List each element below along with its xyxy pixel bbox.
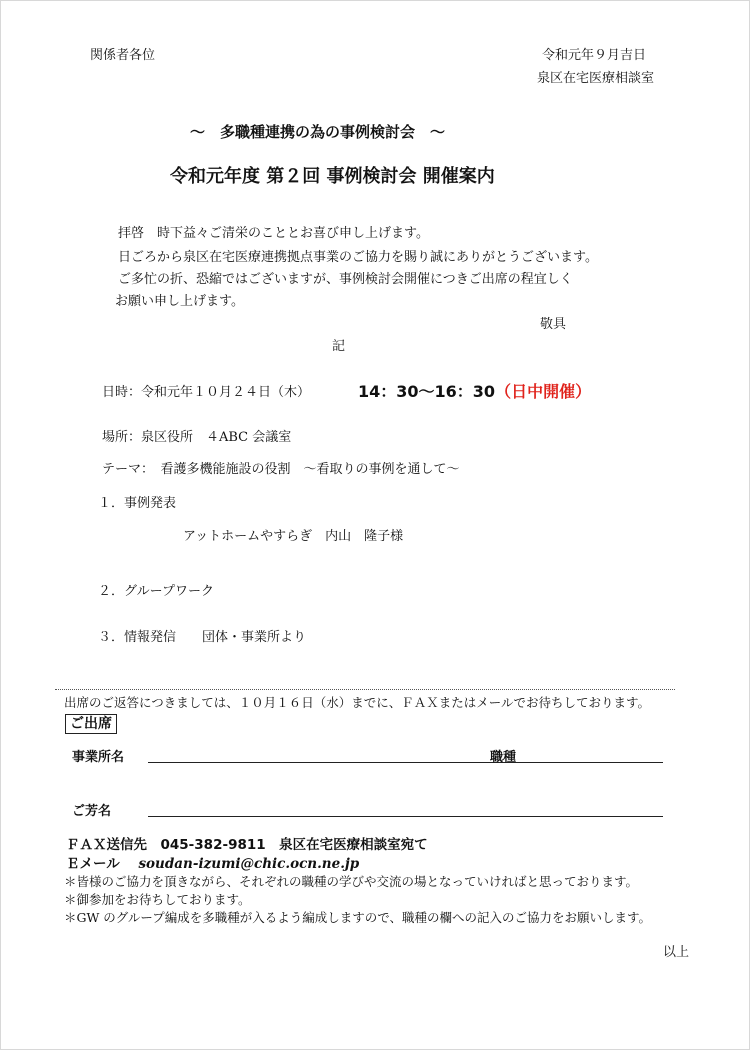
reply-notice: 出席のご返答につきましては、１０月１６日（水）までに、ＦＡＸまたはメールでお待ちしております。 (64, 695, 651, 710)
email-address[interactable]: soudan-izumi@chic.ocn.ne.jp (138, 856, 360, 872)
place: 場所：泉区役所 ４ABC 会議室 (102, 430, 292, 445)
agenda-item-3: ３．情報発信 団体・事業所より (98, 630, 307, 645)
position-label: 職種 (490, 750, 517, 765)
email-line (66, 852, 359, 872)
page-title: 令和元年度 第２回 事例検討会 開催案内 (170, 166, 495, 187)
agenda-item-2: ２．グループワーク (98, 584, 214, 599)
agenda-item-1: １．事例発表 (98, 496, 177, 511)
issue-date: 令和元年９月吉日 (542, 48, 647, 63)
greeting-line-2: 日ごろから泉区在宅医療連携拠点事業のご協力を賜り誠にありがとうございます。 (118, 250, 598, 265)
name-input-line[interactable] (148, 816, 663, 817)
greeting-line-4: お願い申し上げます。 (115, 294, 244, 309)
office-input-line[interactable] (148, 762, 663, 763)
greeting-line-3: ご多忙の折、恐縮ではございますが、事例検討会開催につきご出席の程宜しく (118, 272, 573, 287)
fax-line: ＦＡＸ送信先 045-382-9811 泉区在宅医療相談室宛て (66, 837, 428, 853)
event-time (358, 379, 591, 402)
end-mark: 以上 (663, 945, 690, 960)
time-range: 14：30～16：30 (358, 382, 496, 401)
theme: テーマ： 看護多機能施設の役割 ～看取りの事例を通して～ (102, 462, 460, 477)
sender: 泉区在宅医療相談室 (537, 71, 655, 86)
presenter: アットホームやすらぎ 内山 隆子様 (183, 529, 404, 544)
time-note: （日中開催） (495, 382, 592, 401)
greeting-line-1: 拝啓 時下益々ご清栄のこととお喜び申し上げます。 (118, 226, 429, 241)
recipient: 関係者各位 (90, 48, 156, 63)
email-label: Ｅメール (66, 856, 120, 872)
closing-keigu: 敬具 (540, 317, 567, 332)
name-label: ご芳名 (72, 804, 112, 819)
note-3: ＊GW のグループ編成を多職種が入るよう編成しますので、職種の欄への記入のご協力をお願いします。 (64, 910, 652, 925)
office-label: 事業所名 (72, 750, 125, 765)
note-2: ＊御参加をお待ちしております。 (64, 892, 251, 907)
note-1: ＊皆様のご協力を頂きながら、それぞれの職種の学びや交流の場となっていければと思っております。 (64, 874, 639, 889)
subtitle: ～ 多職種連携の為の事例検討会 ～ (190, 123, 446, 141)
attend-box: ご出席 (65, 714, 117, 734)
ki-mark: 記 (332, 339, 346, 354)
cut-line (55, 689, 675, 690)
datetime-label: 日時：令和元年１０月２４日（木） (102, 385, 311, 400)
